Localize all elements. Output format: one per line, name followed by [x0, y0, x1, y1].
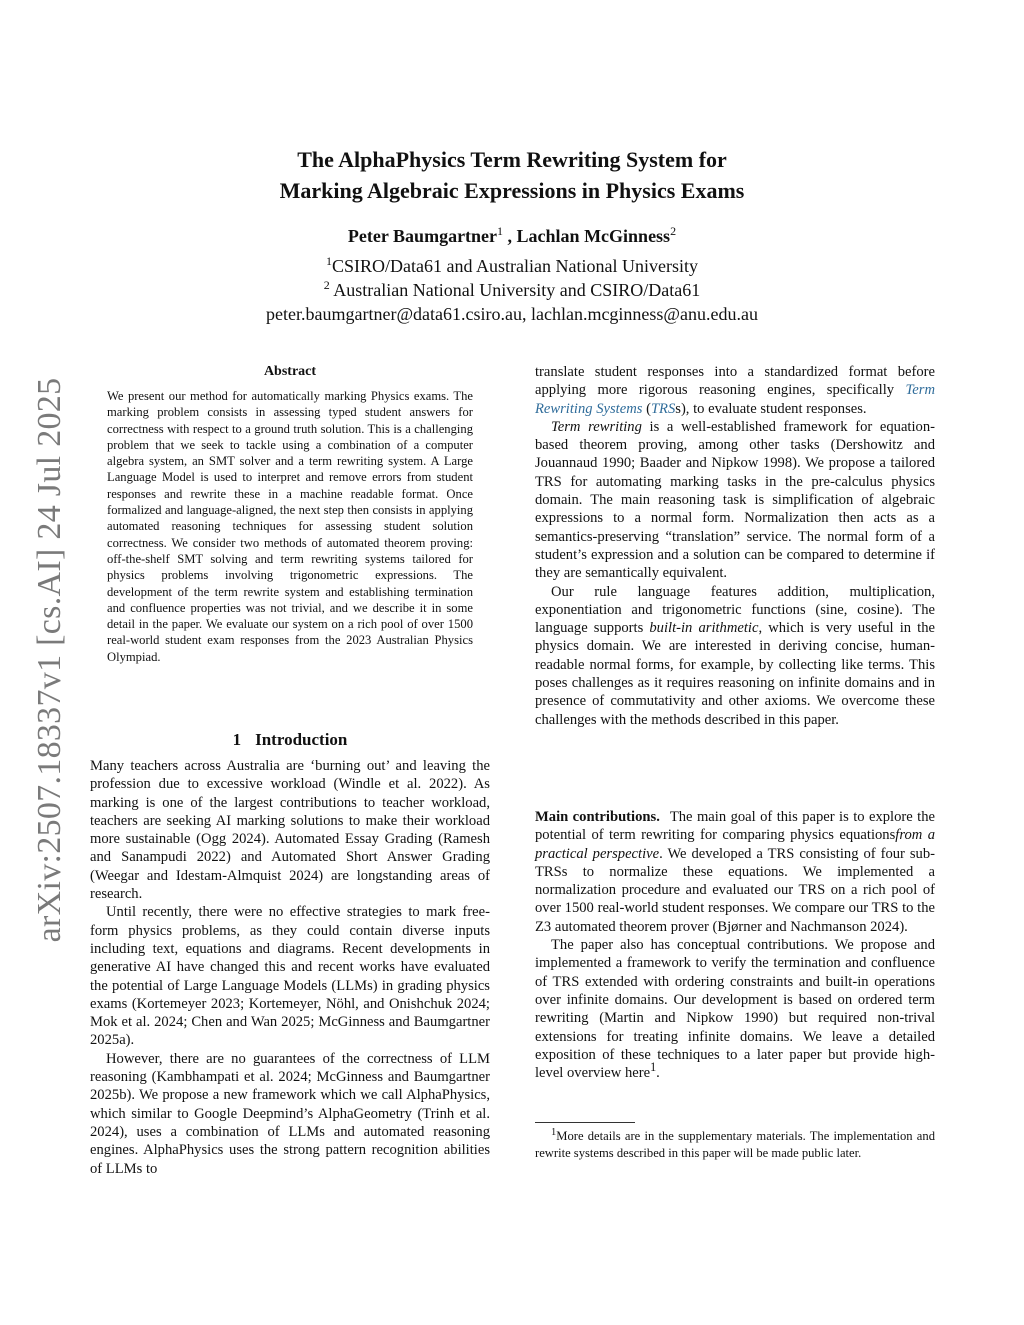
author-list [0, 226, 1024, 247]
section-title: Introduction [255, 730, 348, 749]
author-1-name: Peter Baumgartner [347, 226, 498, 246]
right-p4-end: . We developed a TRS consisting of four sub-TRSs to normalize these equations. We implemented a normalization procedure and evaluated our TRS on a rich pool of over 1500 real-world student responses. We compare our TRS to the Z3 automated theorem prover (Bjørner and Nachmanson 2024). [535, 845, 935, 935]
affiliation-2-mark: 2 [323, 278, 330, 292]
term-rewriting-emphasis: Term rewriting [551, 418, 642, 435]
author-1-affil-mark: 1 [497, 224, 504, 238]
section-number: 1 [232, 730, 242, 749]
footnote-reference-1[interactable]: 1 [650, 1060, 657, 1075]
contributions-paragraph [535, 808, 935, 936]
author-emails: peter.baumgartner@data61.csiro.au, lachlan.mcginness@anu.edu.au [266, 304, 758, 324]
intro-paragraph-1: Many teachers across Australia are ‘burning out’ and leaving the profession due to excessive workload (Windle et al. 2022). As marking is one of the largest contributions to teacher workload, teachers are seeking AI marking solutions to make their workload more sustainable (Ogg 2024). Automated Essay Grading (Ramesh and Sanampudi 2022) and Automated Short Answer Grading (Weegar and Idestam-Almquist 2024) are longstanding areas of research. [90, 758, 490, 903]
right-p1-start: translate student responses into a standardized format before applying more rigorous reasoning engines, specifically [535, 364, 935, 399]
paper-title-line-2: Marking Algebraic Expressions in Physics Exams [279, 178, 745, 203]
affiliation-2 [0, 280, 1024, 301]
right-p5-end: . [656, 1065, 660, 1082]
abstract-heading: Abstract [263, 364, 317, 379]
author-2-affil-mark: 2 [670, 224, 677, 238]
right-paragraph-2 [535, 418, 935, 583]
right-p3-start: Our rule language features addition, multiplication, exponentiation and trigonometric functions (sine, cosine). The language supports [535, 583, 935, 637]
section-heading-introduction [90, 730, 490, 750]
affiliation-2-text: Australian National University and CSIRO/Data61 [329, 280, 701, 300]
practical-perspective-emphasis: from a practical perspective [535, 827, 935, 862]
footnote-1-text: More details are in the supplementary materials. The implementation and rewrite systems described in this paper will be made public later. [535, 1129, 935, 1160]
right-column-upper [535, 363, 935, 729]
right-p4-start: The main goal of this paper is to explore the potential of term rewriting for comparing physics equations [535, 809, 936, 844]
trs-acronym-link[interactable]: TRS [650, 400, 676, 417]
right-p1-paren: ( [642, 400, 651, 417]
affiliation-1-mark: 1 [326, 254, 333, 268]
intro-paragraph-3: However, there are no guarantees of the correctness of LLM reasoning (Kambhampati et al. 2024; McGinness and Baumgartner 2025b). We propose a new framework which we call AlphaPhysics, which similar to Google Deepmind’s AlphaGeometry (Trinh et al. 2024), uses a combination of LLMs and automated reasoning engines. AlphaPhysics uses the strong pattern recognition abilities of LLMs to [90, 1050, 490, 1177]
author-2-name: Lachlan McGinness [516, 226, 671, 246]
right-paragraph-3 [535, 583, 935, 729]
main-contributions-heading: Main contributions. [535, 809, 660, 825]
footnote-divider [535, 1122, 635, 1123]
right-p1-end: s), to evaluate student responses. [675, 400, 867, 417]
footnote-1-mark: 1 [551, 1126, 557, 1138]
right-p5-text: The paper also has conceptual contributions. We propose and implemented a framework to verify the termination and confluence of TRS extended with ordering constraints and built-in operations over infinite domains. Our development is based on ordered term rewriting (Martin and Nipkow 1990) but required non-trival extensions for treating infinite domains. We leave a detailed exposition of these techniques to a later paper but provide high-level overview here [535, 937, 935, 1082]
built-in-arithmetic-emphasis: built-in arithmetic [649, 620, 759, 637]
intro-paragraph-2: Until recently, there were no effective strategies to mark free-form physics problems, as they could contain diverse inputs including text, equations and diagrams. Recent developments in generative AI have changed this and recent works have evaluated the potential of Large Language Models (LLMs) in grading physics exams (Kortemeyer 2023; Kortemeyer, Nöhl, and Onishchuk 2024; Mok et al. 2024; Chen and Wan 2025; McGinness and Baumgartner 2025a). [90, 904, 490, 1049]
affiliation-1 [0, 256, 1024, 277]
right-paragraph-1 [535, 363, 935, 418]
right-column-contributions [535, 808, 935, 1082]
right-p2-rest: is a well-established framework for equation-based theorem proving, among other tasks (Dershowitz and Jouannaud 1990; Baader and Nipkow 1998). We propose a tailored TRS for automating marking tasks in the pre-calculus physics domain. The main reasoning task is simplification of algebraic expressions to a normal form. Normalization then acts as a semantics-preserving “translation” service. The normal form of a student’s expression and a solution can be compared to determine if they are semantically equivalent. [535, 418, 935, 582]
abstract-text: We present our method for automatically marking Physics exams. The marking problem consists in assessing typed student answers for correctness with respect to a ground truth solution. This is a challenging problem that we seek to tackle using a combination of a computer algebra system, an SMT solver and a term rewriting system. A Large Language Model is used to interpret and remove errors from student responses and rewrite these in a machine readable format. Once formalized and language-aligned, the next step then consists in applying automated reasoning techniques for assessing student solution correctness. We consider two methods of automated theorem proving: off-the-shelf SMT solving and term rewriting systems tailored for physics problems involving trigonometric expressions. The development of the term rewrite system and establishing termination and confluence properties was not trivial, and we describe it in some detail in the paper. We evaluate our system on a rich pool of over 1500 real-world student exam responses from the 2023 Australian Physics Olympiad. [107, 389, 473, 664]
footnote-1 [535, 1128, 935, 1161]
affiliation-1-text: CSIRO/Data61 and Australian National University [332, 256, 698, 276]
paper-title-line-1: The AlphaPhysics Term Rewriting System for [297, 147, 727, 172]
arxiv-identifier-stamp: arXiv:2507.18337v1 [cs.AI] 24 Jul 2025 [31, 377, 68, 943]
author-separator: , [503, 226, 517, 246]
introduction-body [90, 757, 490, 1178]
right-p3-end: , which is very useful in the physics domain. We are interested in deriving concise, human-readable normal forms, for example, by collecting like terms. This poses challenges as it requires reasoning on infinite domains and in presence of commutativity and other axioms. We overcome these challenges with the methods described in this paper. [535, 620, 935, 728]
conceptual-contributions-paragraph [535, 936, 935, 1082]
term-rewriting-systems-link[interactable]: Term Rewriting Systems [535, 382, 935, 417]
